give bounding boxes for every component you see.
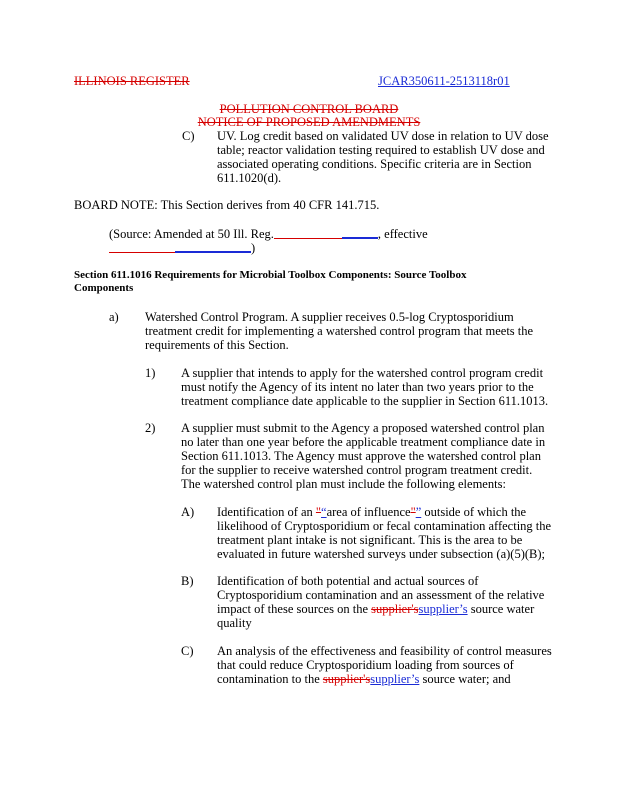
deleted-text: " [315, 505, 322, 519]
deleted-text: " [410, 505, 416, 519]
blank-red [274, 237, 342, 239]
text-segment: Identification of an [217, 505, 316, 519]
header-left: ILLINOIS REGISTER [74, 74, 190, 88]
source-volume: 50 Ill. Reg. [217, 227, 274, 241]
board-note: BOARD NOTE: This Section derives from 40 CFR 141.715. [74, 198, 380, 212]
text-segment: area of influence [326, 505, 411, 519]
text-line: that could reduce Cryptosporidium loading from sources of [217, 658, 514, 672]
header-title-line1: POLLUTION CONTROL BOARD [219, 102, 399, 116]
text-segment: source water [467, 602, 535, 616]
source-line [109, 227, 428, 241]
blank-blue [342, 236, 378, 239]
item-2-label: 2) [145, 421, 156, 435]
inserted-text: supplier’s [418, 602, 468, 616]
source-effective: , effective [377, 227, 428, 241]
inserted-text: “ [321, 505, 327, 519]
text-line: treatment compliance date applicable to the supplier in Section 611.1013. [181, 394, 549, 408]
text-line: likelihood of Cryptosporidium or fecal contamination affecting the [217, 519, 552, 533]
text-line [217, 672, 552, 686]
source-line-2 [109, 241, 255, 255]
text-line: treatment credit for implementing a watershed control program that meets the [145, 324, 534, 338]
text-line: 611.1020(d). [217, 171, 282, 185]
section-heading-line2: Components [74, 282, 134, 294]
text-segment: source water; and [419, 672, 511, 686]
text-line: Watershed Control Program. A supplier receives 0.5-log Cryptosporidium [145, 310, 514, 324]
text-line [217, 602, 544, 616]
source-prefix: (Source: Amended at [109, 227, 218, 241]
text-line: no later than one year before the applicable treatment compliance date in [181, 435, 546, 449]
text-line: UV. Log credit based on validated UV dose in relation to UV dose [217, 129, 549, 143]
item-B-text [217, 574, 544, 630]
text-line: associated operating conditions. Specific criteria are in Section [217, 157, 532, 171]
text-line: Identification of both potential and actual sources of [217, 574, 479, 588]
item-2-text [181, 421, 545, 491]
text-line: table; reactor validation testing required to establish UV dose and [217, 143, 545, 157]
blank-blue [175, 250, 251, 253]
text-line [217, 505, 551, 519]
item-a-text [145, 310, 533, 352]
blank-red [109, 251, 175, 253]
text-line: A supplier must submit to the Agency a proposed watershed control plan [181, 421, 545, 435]
item-B-label: B) [181, 574, 194, 588]
header-right: JCAR350611-2513118r01 [378, 74, 510, 88]
text-line: evaluated in future watershed surveys under subsection (a)(5)(B); [217, 547, 546, 561]
item-a-label: a) [109, 310, 119, 324]
source-close: ) [251, 241, 256, 255]
deleted-text: supplier's [371, 602, 419, 616]
item-C-label: C) [181, 644, 194, 658]
text-line: must notify the Agency of its intent no later than two years prior to the [181, 380, 534, 394]
item-1-text [181, 366, 548, 408]
section-heading [74, 269, 466, 295]
inserted-text: supplier’s [370, 672, 420, 686]
item-A-text [217, 505, 551, 561]
item-c-top-text [217, 129, 549, 185]
inserted-text: ” [415, 505, 422, 519]
item-c-top-label: C) [182, 129, 195, 143]
section-heading-line1: Section 611.1016 Requirements for Microbial Toolbox Components: Source Toolbox [74, 269, 467, 281]
text-line: A supplier that intends to apply for the watershed control program credit [181, 366, 544, 380]
text-segment: outside of which the [421, 505, 527, 519]
text-line: An analysis of the effectiveness and feasibility of control measures [217, 644, 552, 658]
header-title-line2: NOTICE OF PROPOSED AMENDMENTS [197, 115, 421, 129]
item-1-label: 1) [145, 366, 156, 380]
text-line: Cryptosporidium contamination and an assessment of the relative [217, 588, 545, 602]
item-C-text [217, 644, 552, 686]
item-A-label: A) [181, 505, 195, 519]
deleted-text: supplier's [322, 672, 371, 686]
text-line: Section 611.1013. The Agency must approve the watershed control plan [181, 449, 541, 463]
text-line: quality [217, 616, 252, 630]
text-segment: impact of these sources on the [217, 602, 372, 616]
text-line: treatment plant intake is not significant. This is the area to be [217, 533, 523, 547]
text-line: for the supplier to receive watershed control program treatment credit. [181, 463, 533, 477]
text-line: The watershed control plan must include the following elements: [181, 477, 506, 491]
text-line: requirements of this Section. [145, 338, 289, 352]
text-segment: contamination to the [217, 672, 323, 686]
